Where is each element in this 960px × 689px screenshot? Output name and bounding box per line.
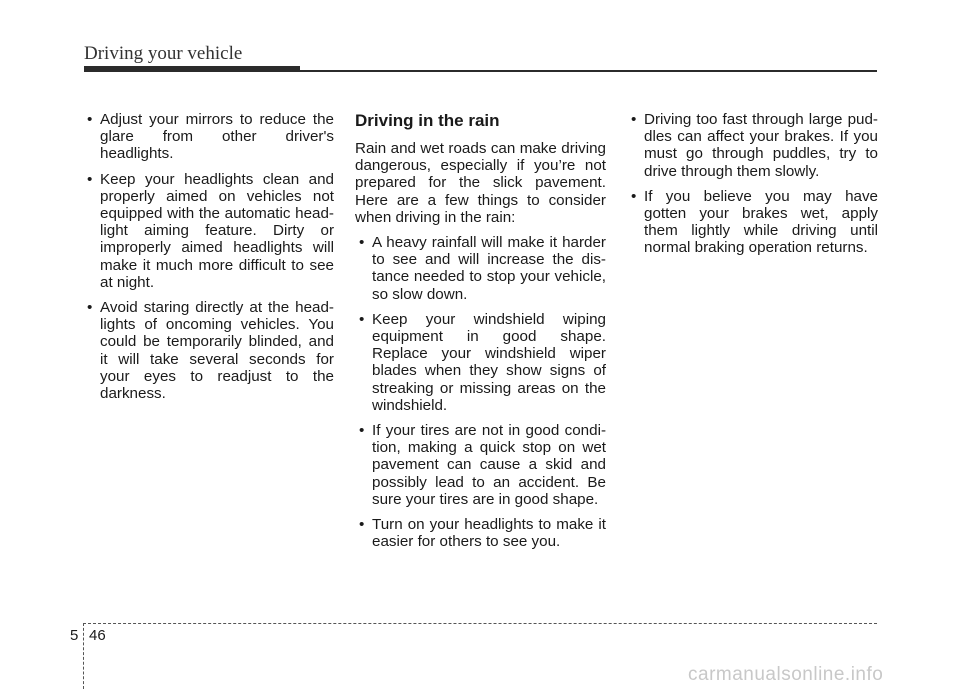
list-item: • Keep your windshield wiping equipment in good shape. Replace your windshield wiper blades when they show signs of streaking or missing areas on the windshield. <box>355 311 606 414</box>
footer-dashed-rule <box>83 623 877 624</box>
list-item: • Adjust your mirrors to reduce the glare from other driver's headlights. <box>83 111 334 163</box>
column-1 <box>83 111 334 410</box>
list-item: • If your tires are not in good condi-tion, making a quick stop on wet pavement can cause a skid and possibly lead to an accident. Be sure your tires are in good shape. <box>355 422 606 508</box>
list-item: • Keep your headlights clean and properly aimed on vehicles not equipped with the automatic head-light aiming feature. Dirty or improperly aimed headlights will make it much more difficult to see at night. <box>83 171 334 291</box>
column-3 <box>627 111 878 265</box>
section-heading: Driving in the rain <box>355 111 500 130</box>
site-watermark: carmanualsonline.info <box>688 664 884 685</box>
chapter-number: 5 <box>70 627 79 644</box>
page-header-title: Driving your vehicle <box>84 43 243 64</box>
header-rule-thin <box>300 70 877 72</box>
list-item: • A heavy rainfall will make it harder to see and will increase the dis-tance needed to stop your vehicle, so slow down. <box>355 234 606 303</box>
section-intro: Rain and wet roads can make driving dangerous, especially if you’re not prepared for the slick pavement. Here are a few things to consider when driving in the rain: <box>355 140 606 226</box>
header-rule-thick <box>84 66 300 72</box>
night-driving-tips-list <box>83 111 334 402</box>
footer-dashed-divider <box>83 623 84 689</box>
page-number: 46 <box>89 627 106 644</box>
list-item: • Driving too fast through large pud-dles can affect your brakes. If you must go through puddles, try to drive through them slowly. <box>627 111 878 180</box>
column-2 <box>355 111 606 558</box>
rain-driving-tips-list-continued <box>627 111 878 257</box>
rain-driving-tips-list <box>355 234 606 550</box>
list-item: • If you believe you may have gotten your brakes wet, apply them lightly while driving until normal braking operation returns. <box>627 188 878 257</box>
list-item: • Avoid staring directly at the head-lights of oncoming vehicles. You could be temporarily blinded, and it will take several seconds for your eyes to readjust to the darkness. <box>83 299 334 402</box>
list-item: • Turn on your headlights to make it easier for others to see you. <box>355 516 606 550</box>
